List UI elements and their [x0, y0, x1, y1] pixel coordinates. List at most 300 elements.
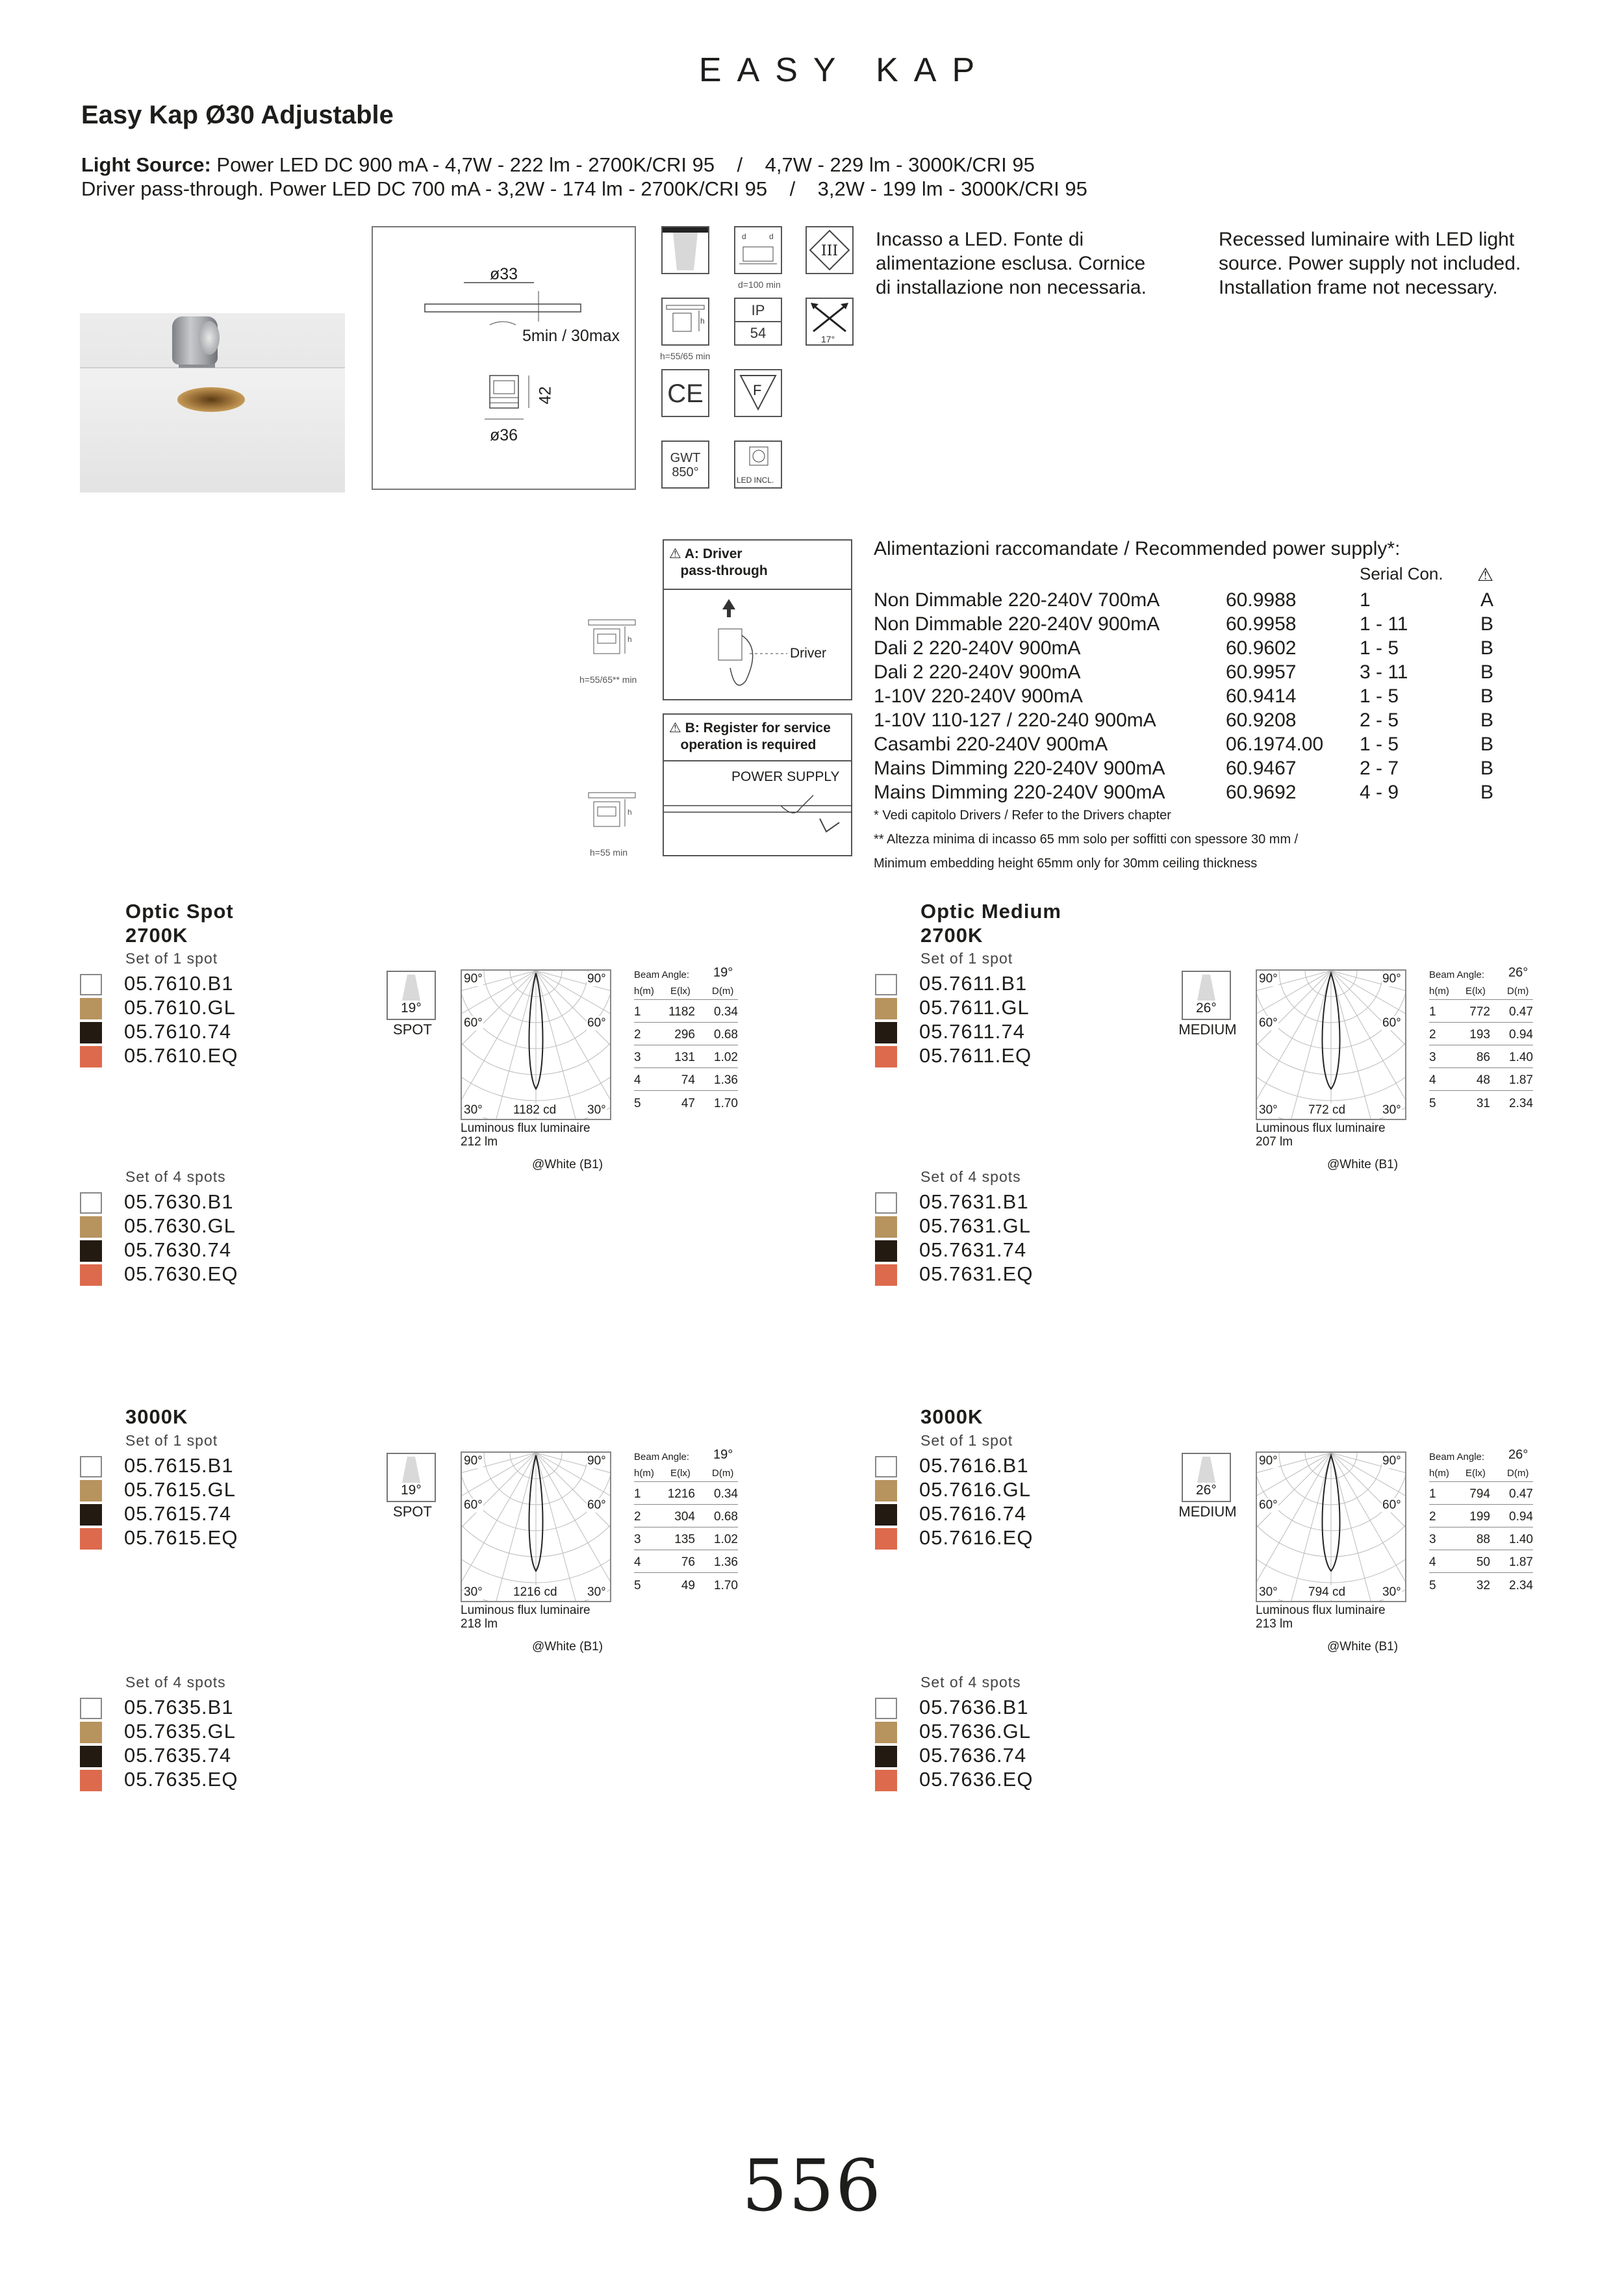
svg-text:h: h [628, 635, 632, 644]
f-mark-icon [734, 369, 782, 417]
polar-angle-label: 60° [587, 1498, 606, 1512]
beam-table-row [1429, 1505, 1533, 1527]
section-title-line2: 2700K [125, 924, 188, 947]
beam-table-cell: 1.02 [714, 1533, 738, 1546]
recess-height-icon [661, 298, 709, 346]
beam-table-cell: 1.40 [1509, 1051, 1533, 1064]
article-code: 05.7615.B1 [124, 1454, 234, 1477]
svg-text:h: h [700, 316, 705, 326]
beam-table-cell: 304 [674, 1510, 695, 1524]
beam-table-cell: 193 [1469, 1028, 1490, 1041]
power-supply-code: 60.9602 [1226, 637, 1297, 659]
article-code: 05.7630.GL [124, 1214, 236, 1237]
luminous-flux [461, 1603, 590, 1631]
beam-table-cell: 3 [634, 1051, 641, 1064]
beam-table-row [634, 1527, 738, 1550]
description-english: Recessed luminaire with LED light source. Power supply not included. Installation frame not necessary. [1219, 229, 1521, 298]
finish-note: @White (B1) [532, 1158, 603, 1171]
beam-table-cell: 131 [674, 1051, 695, 1064]
driver-a-title-line2: pass-through [680, 563, 768, 578]
article-code: 05.7611.B1 [919, 972, 1028, 995]
finish-swatch [80, 1770, 102, 1791]
article-code: 05.7630.74 [124, 1238, 232, 1261]
article-code: 05.7630.EQ [124, 1262, 238, 1285]
beam-table-cell: 0.94 [1509, 1510, 1533, 1524]
beam-table-cell: 1 [1429, 1487, 1436, 1501]
section-title-line2: 2700K [920, 924, 983, 947]
power-supply-note-2: ** Altezza minima di incasso 65 mm solo per soffitti con spessore 30 mm / [874, 832, 1299, 847]
article-code: 05.7610.74 [124, 1020, 232, 1043]
beam-table-cell: 0.34 [714, 1487, 738, 1501]
light-source-line-1 [81, 153, 1035, 177]
power-supply-code: 60.9692 [1226, 782, 1297, 803]
article-code: 05.7610.B1 [124, 972, 234, 995]
driver-a-recess-icon [587, 619, 637, 668]
beam-table-header [634, 1459, 738, 1482]
power-supply-name: Mains Dimming 220-240V 900mA [874, 782, 1165, 803]
recess-ring [177, 387, 245, 412]
power-supply-note-1: * Vedi capitolo Drivers / Refer to the Drivers chapter [874, 808, 1171, 823]
finish-swatch [875, 1264, 897, 1286]
ip-rating-icon [734, 298, 782, 346]
polar-candela: 1216 cd [513, 1585, 557, 1599]
beam-table-cell: 2.34 [1509, 1097, 1533, 1110]
power-supply-serial: 1 - 11 [1360, 613, 1408, 635]
polar-angle-label: 60° [1259, 1016, 1278, 1030]
polar-grid [1257, 1453, 1405, 1601]
luminous-flux-value: 212 lm [461, 1135, 498, 1149]
beam-table-header-cell: D(m) [712, 1468, 734, 1479]
finish-swatch [80, 1022, 102, 1043]
polar-angle-label: 60° [587, 1016, 606, 1030]
beam-table-row [634, 1000, 738, 1023]
power-supply-type: B [1480, 685, 1494, 707]
beam-table-row [1429, 1550, 1533, 1573]
light-source-line-2: Driver pass-through. Power LED DC 700 mA - 3,2W - 174 lm - 2700K/CRI 95 / 3,2W - 199 lm - 3000K/CRI 95 [81, 177, 1087, 200]
driver-a-divider [664, 589, 851, 590]
article-code: 05.7611.GL [919, 996, 1030, 1019]
polar-angle-label: 60° [464, 1498, 483, 1512]
power-supply-type: B [1480, 613, 1494, 635]
dimension-adjust-range: 5min / 30max [522, 327, 620, 345]
article-code: 05.7636.74 [919, 1744, 1027, 1767]
f-mark-text: F [753, 382, 762, 398]
beam-table-header-cell: h(m) [634, 986, 654, 997]
beam-table-row [634, 1505, 738, 1527]
beam-angle-value: 19° [713, 1448, 733, 1462]
power-supply-serial: 1 - 5 [1360, 637, 1399, 659]
set-of-4-label: Set of 4 spots [920, 1674, 1021, 1691]
light-beam-icon [661, 226, 709, 274]
beam-table-cell: 86 [1476, 1051, 1490, 1064]
beam-table-cell: 5 [634, 1097, 641, 1110]
set-of-1-label: Set of 1 spot [125, 950, 218, 967]
finish-note: @White (B1) [1327, 1640, 1399, 1654]
beam-table-row [634, 1023, 738, 1045]
beam-angle-label: Beam Angle: [634, 1451, 690, 1463]
power-supply-serial: 2 - 7 [1360, 758, 1399, 779]
polar-angle-label: 30° [1382, 1585, 1401, 1599]
beam-name: MEDIUM [1178, 1021, 1237, 1038]
polar-grid [1257, 971, 1405, 1119]
beam-table-cell: 50 [1476, 1555, 1490, 1569]
power-supply-row [874, 685, 1497, 709]
finish-swatch [80, 974, 102, 995]
polar-angle-label: 30° [587, 1103, 606, 1117]
polar-angle-label: 90° [1259, 972, 1278, 986]
luminous-flux-value: 207 lm [1256, 1135, 1293, 1149]
section-title [920, 899, 1061, 947]
beam-table-cell: 1 [1429, 1005, 1436, 1019]
beam-table-cell: 2 [1429, 1510, 1436, 1524]
beam-table-cell: 49 [681, 1579, 695, 1592]
gwt-value: 850° [672, 465, 699, 479]
dimension-drawing-lines [373, 227, 637, 491]
beam-table-cell: 0.94 [1509, 1028, 1533, 1041]
polar-diagram [1256, 969, 1406, 1120]
page-number: 556 [742, 2144, 882, 2227]
power-supply-code: 60.9988 [1226, 589, 1297, 611]
beam-table-cell: 31 [1476, 1097, 1490, 1110]
beam-table-cell: 1.36 [714, 1555, 738, 1569]
article-code: 05.7631.EQ [919, 1262, 1034, 1285]
power-supply-serial: 1 - 5 [1360, 734, 1399, 755]
finish-swatch [80, 1046, 102, 1067]
driver-b-recess-graphic [587, 791, 637, 841]
driver-b-title-line1: B: Register for service [685, 721, 831, 735]
product-photo [80, 313, 345, 492]
beam-table-row [1429, 1527, 1533, 1550]
luminous-flux [1256, 1121, 1386, 1149]
beam-table-cell: 1 [634, 1487, 641, 1501]
power-supply-row [874, 613, 1497, 637]
beam-table-row [634, 1068, 738, 1091]
article-code: 05.7611.74 [919, 1020, 1025, 1043]
ce-mark-icon: CE [661, 369, 709, 417]
article-code: 05.7610.EQ [124, 1044, 238, 1067]
polar-candela: 1182 cd [513, 1103, 557, 1117]
finish-swatch [875, 1504, 897, 1526]
finish-swatch [875, 1770, 897, 1791]
power-supply-name: Mains Dimming 220-240V 900mA [874, 758, 1165, 779]
finish-swatch [80, 1504, 102, 1526]
driver-b-box [663, 713, 852, 856]
power-supply-name: Dali 2 220-240V 900mA [874, 637, 1081, 659]
polar-candela: 772 cd [1308, 1103, 1346, 1117]
polar-angle-label: 30° [587, 1585, 606, 1599]
beam-table-cell: 0.68 [714, 1028, 738, 1041]
driver-b-title-line2: operation is required [680, 737, 817, 752]
led-included-caption: LED INCL. [737, 476, 774, 485]
beam-angle-value: 26° [1508, 965, 1529, 980]
finish-swatch [80, 1192, 102, 1214]
power-supply-serial: 1 - 5 [1360, 685, 1399, 707]
serial-con-header: Serial Con. [1360, 564, 1443, 583]
polar-angle-label: 30° [464, 1103, 483, 1117]
beam-table-row [1429, 1091, 1533, 1114]
finish-swatch [875, 1216, 897, 1238]
finish-swatch [80, 1528, 102, 1550]
polar-angle-label: 60° [1382, 1016, 1401, 1030]
beam-table-cell: 1.02 [714, 1051, 738, 1064]
power-supply-name: Casambi 220-240V 900mA [874, 734, 1108, 755]
beam-table-header [1429, 1459, 1533, 1482]
beam-table-cell: 1.70 [714, 1097, 738, 1110]
beam-type-icon [1182, 971, 1231, 1020]
ip-label: IP [735, 299, 781, 322]
beam-table-cell: 0.34 [714, 1005, 738, 1019]
polar-angle-label: 90° [587, 972, 606, 986]
power-supply-code: 60.9467 [1226, 758, 1297, 779]
beam-degree: 26° [1196, 1483, 1217, 1498]
article-code: 05.7636.EQ [919, 1768, 1034, 1791]
power-supply-row [874, 637, 1497, 661]
finish-swatch [875, 1698, 897, 1719]
dimension-bottom-diameter: ø36 [490, 426, 518, 444]
beam-table-cell: 48 [1476, 1073, 1490, 1087]
beam-table-cell: 1 [634, 1005, 641, 1019]
finish-swatch [80, 1746, 102, 1767]
ip-value: 54 [750, 325, 767, 341]
article-code: 05.7610.GL [124, 996, 236, 1019]
beam-table-cell: 2 [634, 1028, 641, 1041]
beam-angle-label: Beam Angle: [1429, 1451, 1485, 1463]
beam-table-cell: 32 [1476, 1579, 1490, 1592]
polar-candela: 794 cd [1308, 1585, 1346, 1599]
light-source-label: Light Source: [81, 153, 211, 176]
driver-b-title: ⚠ B: Register for service operation is required [669, 721, 831, 752]
article-code: 05.7635.74 [124, 1744, 232, 1767]
finish-swatch [875, 974, 897, 995]
beam-table-row [1429, 1000, 1533, 1023]
beam-angle-label: Beam Angle: [634, 969, 690, 980]
finish-swatch [80, 1216, 102, 1238]
power-supply-serial: 3 - 11 [1360, 661, 1408, 683]
beam-table-cell: 2 [1429, 1028, 1436, 1041]
power-supply-type: A [1480, 589, 1494, 611]
beam-table-row [1429, 1573, 1533, 1596]
luminous-flux-label: Luminous flux luminaire [461, 1603, 590, 1617]
power-supply-row [874, 782, 1497, 806]
power-supply-name: Non Dimmable 220-240V 900mA [874, 613, 1160, 635]
beam-table-cell: 772 [1469, 1005, 1490, 1019]
finish-swatch [875, 998, 897, 1019]
led-graphic [735, 442, 781, 474]
article-code: 05.7616.B1 [919, 1454, 1029, 1477]
beam-table-header-cell: h(m) [1429, 986, 1449, 997]
description-italian: Incasso a LED. Fonte di alimentazione esclusa. Cornice di installazione non necessaria. [876, 229, 1147, 298]
polar-angle-label: 30° [464, 1585, 483, 1599]
article-code: 05.7631.74 [919, 1238, 1027, 1261]
beam-table-cell: 296 [674, 1028, 695, 1041]
polar-diagram [461, 1451, 611, 1602]
led-included-icon [734, 441, 782, 489]
section-title [125, 1405, 188, 1429]
beam-table-cell: 74 [681, 1073, 695, 1087]
article-code: 05.7616.GL [919, 1478, 1032, 1501]
beam-table-cell: 3 [634, 1533, 641, 1546]
luminous-flux [1256, 1603, 1386, 1631]
polar-angle-label: 90° [464, 972, 483, 986]
section-title [920, 1405, 983, 1429]
beam-table-cell: 794 [1469, 1487, 1490, 1501]
beam-table-header-cell: E(lx) [670, 1468, 691, 1479]
class-iii-icon [806, 226, 854, 274]
power-supply-row [874, 734, 1497, 758]
polar-angle-label: 60° [1382, 1498, 1401, 1512]
beam-table-cell: 47 [681, 1097, 695, 1110]
luminous-flux-value: 213 lm [1256, 1617, 1293, 1631]
warning-header-icon: ⚠ [1477, 565, 1494, 585]
beam-table-cell: 1.87 [1509, 1073, 1533, 1087]
polar-angle-label: 90° [1382, 1454, 1401, 1468]
power-supply-serial: 1 [1360, 589, 1371, 611]
beam-type-icon [1182, 1453, 1231, 1502]
article-code: 05.7636.B1 [919, 1696, 1029, 1718]
luminous-flux-label: Luminous flux luminaire [1256, 1121, 1386, 1135]
driver-a-title: ⚠ A: Driver pass-through [669, 546, 768, 578]
section-title-line1: 3000K [125, 1405, 188, 1428]
beam-graphic [663, 227, 708, 273]
section-title-line1: Optic Medium [920, 900, 1061, 923]
beam-table-cell: 199 [1469, 1510, 1490, 1524]
polar-angle-label: 90° [1259, 1454, 1278, 1468]
power-supply-serial: 2 - 5 [1360, 709, 1399, 731]
set-of-4-label: Set of 4 spots [920, 1168, 1021, 1185]
polar-diagram [1256, 1451, 1406, 1602]
driver-a-title-line1: A: Driver [684, 546, 742, 561]
finish-swatch [875, 1240, 897, 1262]
beam-table-row [634, 1482, 738, 1505]
polar-angle-label: 60° [1259, 1498, 1278, 1512]
power-supply-type: B [1480, 709, 1494, 731]
power-supply-row [874, 709, 1497, 734]
power-supply-serial: 4 - 9 [1360, 782, 1399, 803]
beam-table-cell: 76 [681, 1555, 695, 1569]
recess-distance-icon [734, 226, 782, 274]
power-supply-name: 1-10V 110-127 / 220-240 900mA [874, 709, 1156, 731]
power-supply-type: B [1480, 661, 1494, 683]
power-supply-type: B [1480, 758, 1494, 779]
luminous-flux [461, 1121, 590, 1149]
recess-distance-graphic [735, 227, 781, 273]
beam-table-cell: 2 [634, 1510, 641, 1524]
gwt-label: GWT [670, 451, 701, 465]
beam-table-row [1429, 1068, 1533, 1091]
driver-b-divider [664, 760, 851, 761]
beam-angle-value: 19° [713, 965, 733, 980]
beam-degree: 26° [1196, 1001, 1217, 1016]
driver-b-recess-icon [587, 791, 637, 841]
power-supply-code: 60.9208 [1226, 709, 1297, 731]
finish-swatch [875, 1192, 897, 1214]
beam-table-cell: 1.40 [1509, 1533, 1533, 1546]
polar-angle-label: 30° [1259, 1103, 1278, 1117]
beam-table-row [634, 1091, 738, 1114]
beam-table-row [634, 1045, 738, 1068]
beam-table-cell: 88 [1476, 1533, 1490, 1546]
dimension-top-diameter: ø33 [490, 265, 518, 283]
beam-table-cell: 4 [1429, 1555, 1436, 1569]
beam-table-header-cell: E(lx) [1465, 1468, 1486, 1479]
power-supply-type: B [1480, 782, 1494, 803]
polar-angle-label: 90° [587, 1454, 606, 1468]
polar-grid [462, 971, 610, 1119]
dimension-drawing [372, 226, 636, 490]
beam-type-icon [387, 971, 436, 1020]
article-code: 05.7616.EQ [919, 1526, 1034, 1549]
article-code: 05.7635.EQ [124, 1768, 238, 1791]
driver-a-box [663, 539, 852, 700]
tilt-angle-value: 17° [821, 334, 835, 344]
set-of-1-label: Set of 1 spot [125, 1432, 218, 1449]
article-code: 05.7631.GL [919, 1214, 1032, 1237]
driver-a-recess-graphic [587, 619, 637, 668]
power-supply-row [874, 758, 1497, 782]
beam-table-row [1429, 1023, 1533, 1045]
power-supply-title: Alimentazioni raccomandate / Recommended power supply*: [874, 538, 1401, 559]
power-supply-code: 60.9958 [1226, 613, 1297, 635]
driver-a-graphic [709, 596, 807, 694]
power-supply-code: 06.1974.00 [1226, 734, 1324, 755]
svg-text:h: h [628, 808, 632, 817]
finish-swatch [875, 1480, 897, 1501]
beam-name: SPOT [393, 1021, 432, 1038]
power-supply-code: 60.9414 [1226, 685, 1297, 707]
finish-note: @White (B1) [532, 1640, 603, 1654]
article-code: 05.7615.GL [124, 1478, 236, 1501]
light-source-spec: Power LED DC 900 mA - 4,7W - 222 lm - 2700K/CRI 95 / 4,7W - 229 lm - 3000K/CRI 95 [210, 153, 1035, 176]
beam-table-row [634, 1550, 738, 1573]
driver-a-height-caption: h=55/65** min [579, 674, 637, 685]
luminous-flux-value: 218 lm [461, 1617, 498, 1631]
luminous-flux-label: Luminous flux luminaire [1256, 1603, 1386, 1617]
gwt-icon [661, 441, 709, 489]
beam-name: SPOT [393, 1503, 432, 1520]
article-code: 05.7636.GL [919, 1720, 1032, 1743]
luminaire-lens [199, 321, 220, 355]
beam-degree: 19° [401, 1001, 422, 1016]
distance-caption: d=100 min [738, 279, 781, 290]
beam-type-icon [387, 1453, 436, 1502]
tilt-angle-icon [806, 298, 854, 346]
dimension-height: 42 [536, 386, 555, 405]
driver-a-driver-label: Driver [790, 646, 826, 661]
article-code: 05.7615.EQ [124, 1526, 238, 1549]
polar-angle-label: 90° [1382, 972, 1401, 986]
polar-angle-label: 60° [464, 1016, 483, 1030]
power-supply-name: Non Dimmable 220-240V 700mA [874, 589, 1160, 611]
beam-angle-label: Beam Angle: [1429, 969, 1485, 980]
product-title: Easy Kap Ø30 Adjustable [81, 101, 394, 129]
finish-swatch [80, 998, 102, 1019]
beam-table-header-cell: D(m) [712, 986, 734, 997]
set-of-1-label: Set of 1 spot [920, 950, 1013, 967]
polar-grid [462, 1453, 610, 1601]
power-supply-row [874, 589, 1497, 613]
beam-table-cell: 2.34 [1509, 1579, 1533, 1592]
polar-angle-label: 30° [1259, 1585, 1278, 1599]
ceiling-surface [80, 367, 345, 492]
beam-table-cell: 1.70 [714, 1579, 738, 1592]
beam-table-cell: 0.68 [714, 1510, 738, 1524]
beam-table-header [634, 977, 738, 1000]
section-title-line1: Optic Spot [125, 900, 234, 923]
class-iii-text: III [821, 243, 839, 259]
finish-swatch [875, 1528, 897, 1550]
class-iii-graphic [807, 227, 852, 273]
beam-degree: 19° [401, 1483, 422, 1498]
